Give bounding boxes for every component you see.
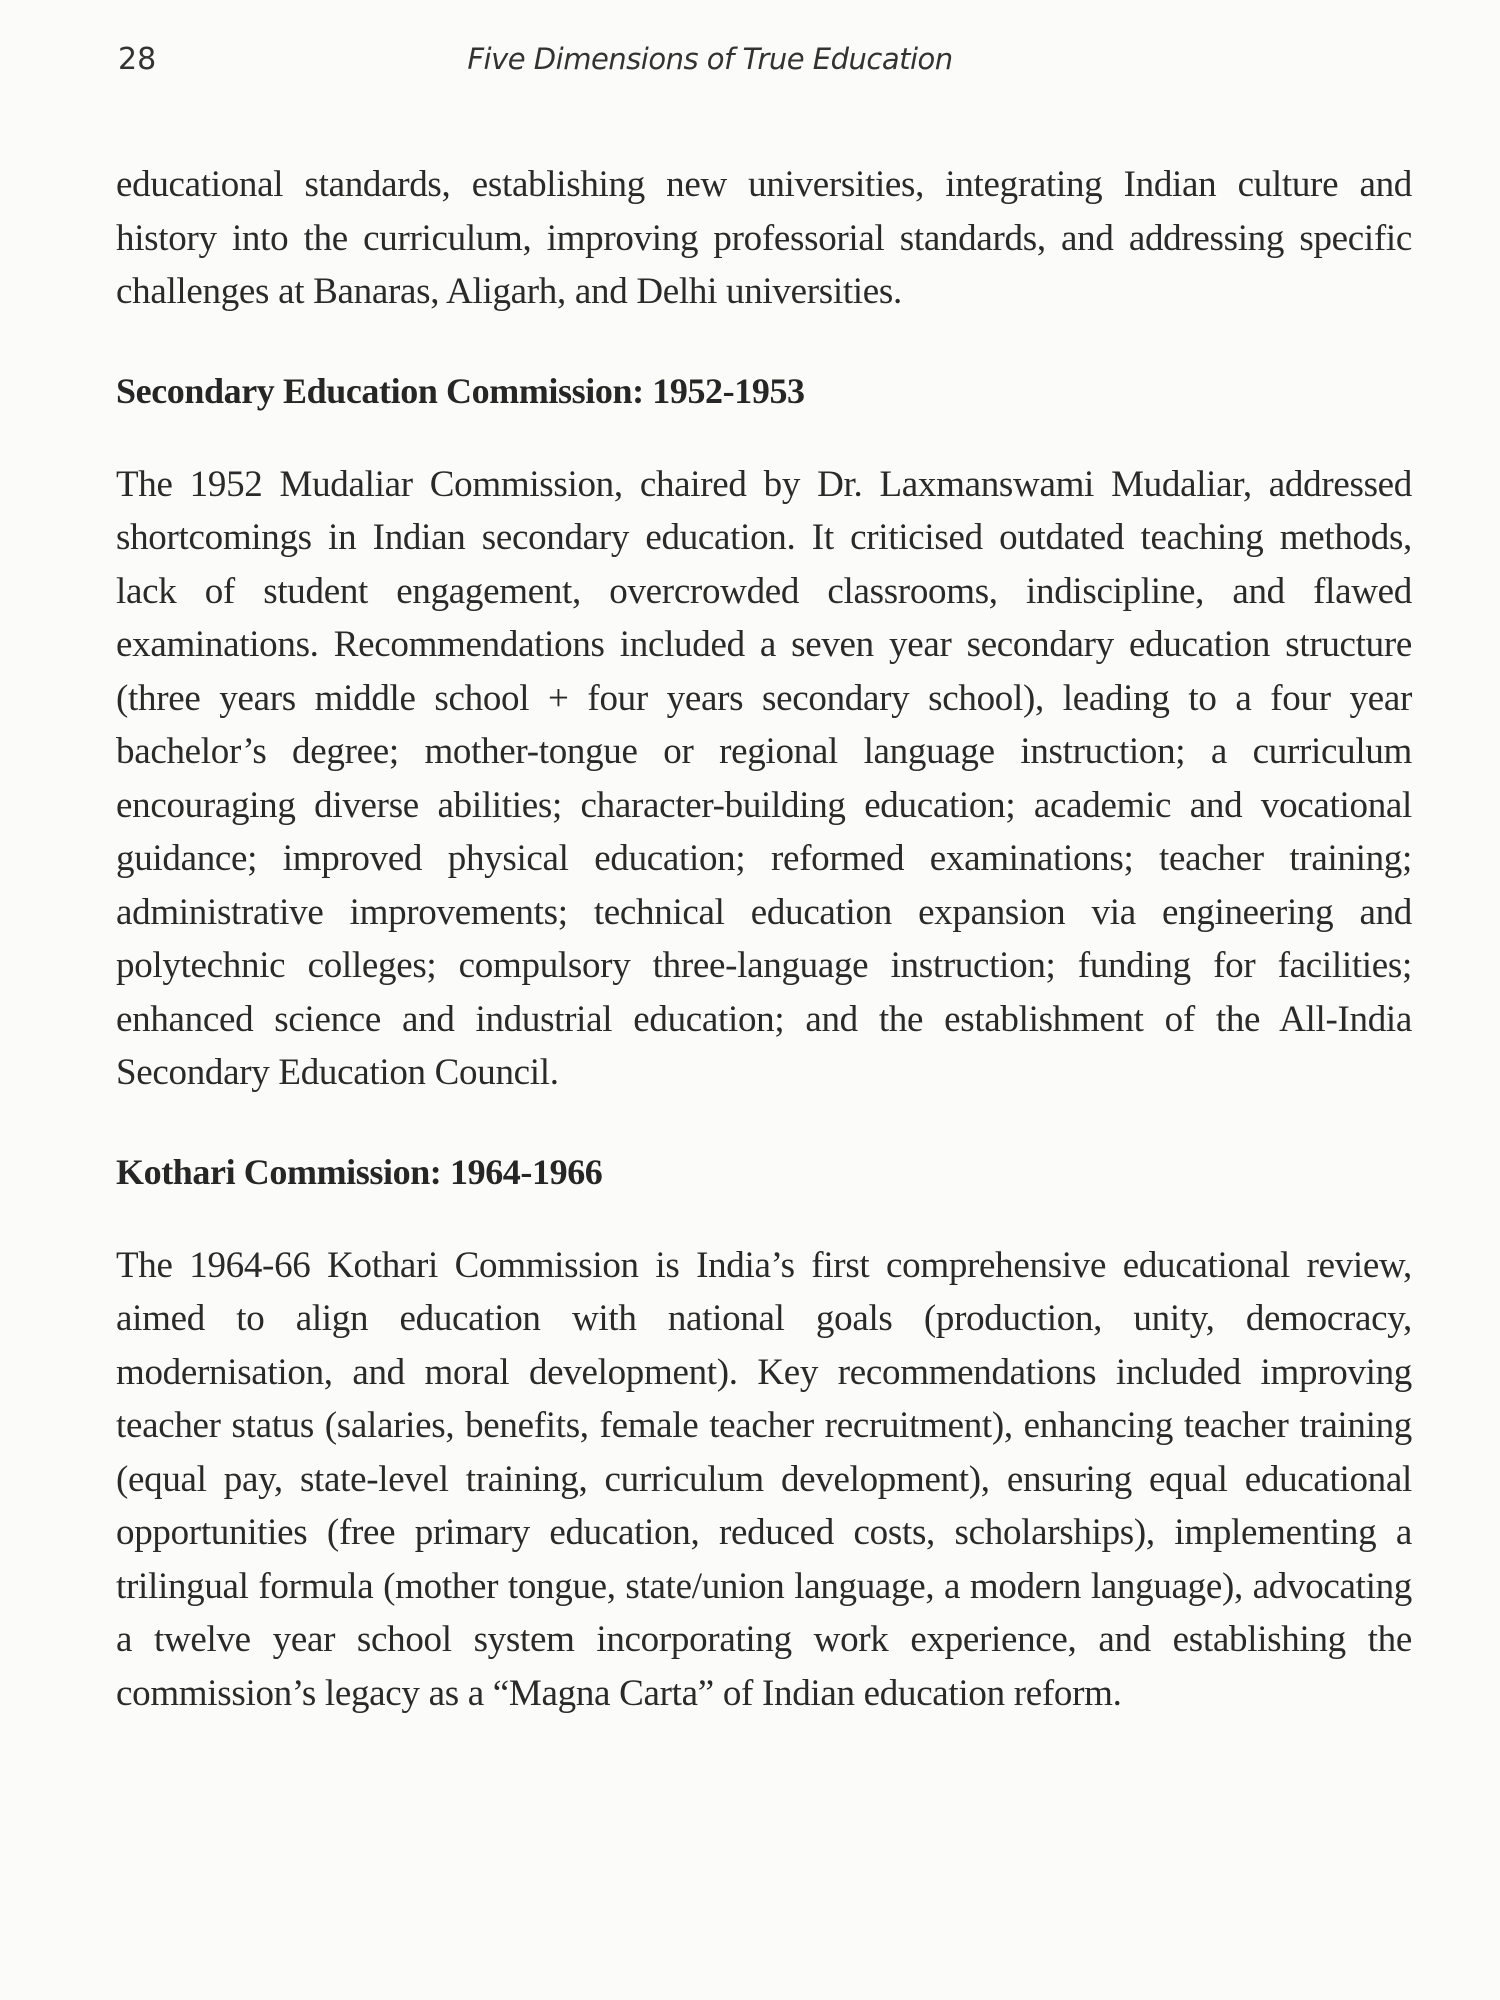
spacer [116, 1199, 1412, 1239]
paragraph-mudaliar-commission: The 1952 Mudaliar Commission, chaired by Dr. Laxmanswami Mudaliar, addressed shortcomings in Indian secondary education. It criticised outdated teaching methods, lack of student engagement, overcrowded classrooms, indiscipline, and flawed examinations. Recommendations included a seven year secondary education structure (three years middle school + four years secondary school), leading to a four year bachelor’s degree; mother-tongue or regional language instruction; a curriculum encouraging diverse abilities; character-building education; academic and vocational guidance; improved physical education; reformed examinations; teacher training; administrative improvements; technical education expansion via engineering and polytechnic colleges; compulsory three-language instruction; funding for facilities; enhanced science and industrial education; and the establishment of the All-India Secondary Education Council. [116, 463, 1412, 1093]
paragraph-kothari-commission: The 1964-66 Kothari Commission is India’s first comprehensive educational review, aimed to align education with national goals (production, unity, democracy, modernisation, and moral development). Key recommendations included improving teacher status (salaries, benefits, female teacher recruitment), enhancing teacher training (equal pay, state-level training, curriculum development), ensuring equal educational opportunities (free primary education, reduced costs, scholarships), implementing a trilingual formula (mother tongue, state/union language, a modern language), advocating a twelve year school system incorporating work experience, and establishing the commission’s legacy as a “Magna Carta” of Indian education reform. [116, 1244, 1412, 1714]
spacer [116, 418, 1412, 458]
page-content [116, 158, 1412, 1720]
page-header [0, 32, 1500, 92]
paragraph-continued: educational standards, establishing new universities, integrating Indian culture and history into the curriculum, improving professorial standards, and addressing specific challenges at Banaras, Aligarh, and Delhi universities. [116, 164, 1412, 312]
heading-secondary-education-commission: Secondary Education Commission: 1952-1953 [116, 370, 805, 411]
heading-kothari-commission: Kothari Commission: 1964-1966 [116, 1151, 603, 1192]
spacer [116, 319, 1412, 365]
page-number: 28 [118, 42, 157, 77]
running-title: Five Dimensions of True Education [467, 42, 953, 76]
spacer [116, 1100, 1412, 1146]
